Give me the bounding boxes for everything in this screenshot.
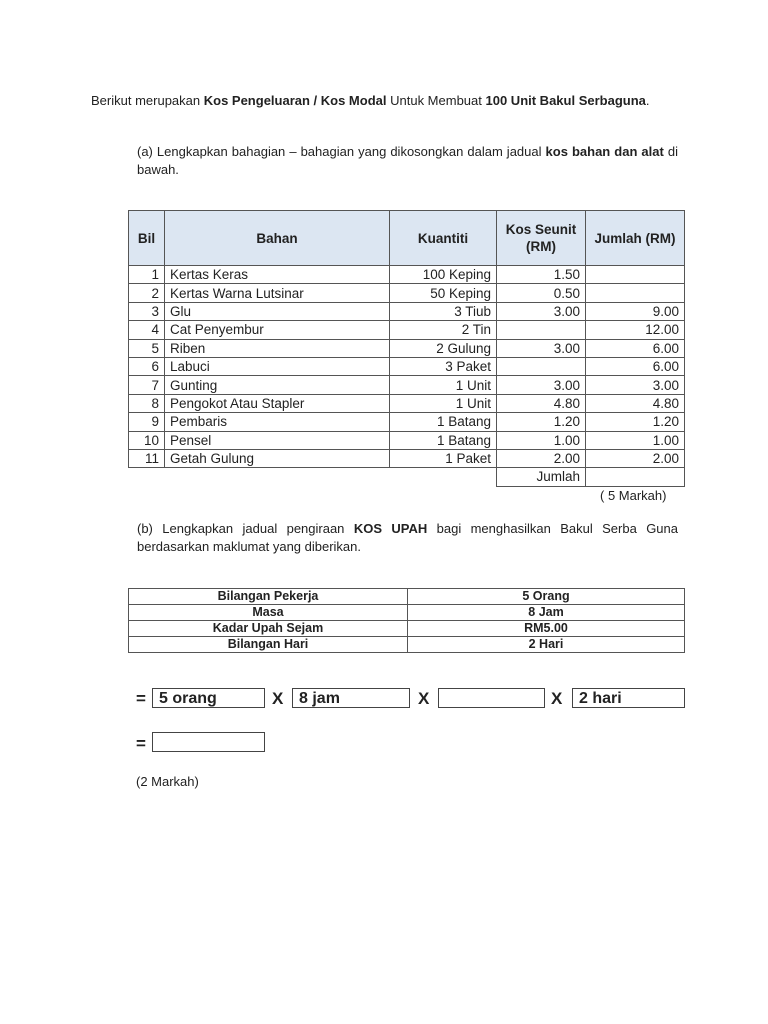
intro-paragraph: Berikut merupakan Kos Pengeluaran / Kos Modal Untuk Membuat 100 Unit Bakul Serbaguna. [91, 93, 650, 108]
row-number: 8 [129, 394, 165, 412]
unit-cost: 3.00 [497, 339, 586, 357]
table-row [129, 284, 685, 302]
material-cost-table [128, 210, 685, 487]
quantity: 1 Paket [390, 449, 497, 467]
multiply-sign: X [418, 689, 430, 708]
labour-label: Bilangan Pekerja [129, 589, 408, 605]
row-number: 4 [129, 321, 165, 339]
labour-value: 2 Hari [408, 637, 685, 653]
total-cost: 1.20 [586, 413, 685, 431]
labour-cost-table [128, 588, 685, 653]
row-number: 11 [129, 449, 165, 467]
unit-cost: 1.20 [497, 413, 586, 431]
question-a-text: (a) Lengkapkan bahagian – bahagian yang dikosongkan dalam jadual kos bahan dan alat di bawah. [137, 144, 678, 177]
labour-value: RM5.00 [408, 621, 685, 637]
table-row [129, 413, 685, 431]
material-name: Glu [165, 302, 390, 320]
material-name: Getah Gulung [165, 449, 390, 467]
row-number: 9 [129, 413, 165, 431]
result-box[interactable] [152, 732, 265, 752]
header-jumlah: Jumlah (RM) [586, 211, 685, 266]
equals-sign: = [136, 689, 146, 708]
material-name: Gunting [165, 376, 390, 394]
table-row [129, 266, 685, 284]
table-row [129, 431, 685, 449]
table-row [129, 394, 685, 412]
marks-a: ( 5 Markah) [600, 488, 667, 503]
unit-cost-field[interactable] [497, 321, 586, 339]
labour-label: Bilangan Hari [129, 637, 408, 653]
rate-box[interactable] [438, 688, 545, 708]
total-cost: 1.00 [586, 431, 685, 449]
row-number: 5 [129, 339, 165, 357]
table-header-row [129, 211, 685, 266]
total-cost: 4.80 [586, 394, 685, 412]
equals-sign: = [136, 734, 146, 753]
table-row [129, 589, 685, 605]
row-number: 7 [129, 376, 165, 394]
total-cost: 3.00 [586, 376, 685, 394]
table-row [129, 605, 685, 621]
unit-cost: 4.80 [497, 394, 586, 412]
marks-b: (2 Markah) [136, 774, 199, 789]
labour-value: 5 Orang [408, 589, 685, 605]
row-number: 10 [129, 431, 165, 449]
total-value-field[interactable] [586, 468, 685, 486]
workers-box[interactable]: 5 orang [152, 688, 265, 708]
quantity: 1 Batang [390, 413, 497, 431]
table-row [129, 637, 685, 653]
total-cost-field[interactable] [586, 266, 685, 284]
total-cost: 12.00 [586, 321, 685, 339]
total-cost: 2.00 [586, 449, 685, 467]
table-row [129, 621, 685, 637]
days-box[interactable]: 2 hari [572, 688, 685, 708]
unit-cost: 2.00 [497, 449, 586, 467]
table-row [129, 376, 685, 394]
total-row [129, 468, 685, 486]
header-bil: Bil [129, 211, 165, 266]
material-name: Cat Penyembur [165, 321, 390, 339]
table-row [129, 449, 685, 467]
total-cost: 6.00 [586, 339, 685, 357]
table-row [129, 357, 685, 375]
total-cost: 9.00 [586, 302, 685, 320]
multiply-sign: X [272, 689, 284, 708]
multiply-sign: X [551, 689, 563, 708]
quantity: 2 Gulung [390, 339, 497, 357]
labour-value: 8 Jam [408, 605, 685, 621]
row-number: 3 [129, 302, 165, 320]
unit-cost-field[interactable] [497, 357, 586, 375]
table-row [129, 321, 685, 339]
material-name: Riben [165, 339, 390, 357]
row-number: 2 [129, 284, 165, 302]
quantity: 1 Batang [390, 431, 497, 449]
total-cost-field[interactable] [586, 284, 685, 302]
quantity: 3 Tiub [390, 302, 497, 320]
table-row [129, 339, 685, 357]
material-name: Pembaris [165, 413, 390, 431]
row-number: 6 [129, 357, 165, 375]
unit-cost: 1.50 [497, 266, 586, 284]
header-kos-seunit: Kos Seunit (RM) [497, 211, 586, 266]
question-b-text: (b) Lengkapkan jadual pengiraan KOS UPAH bagi menghasilkan Bakul Serba Guna berdasarkan maklumat yang diberikan. [137, 521, 678, 554]
quantity: 1 Unit [390, 376, 497, 394]
labour-label: Kadar Upah Sejam [129, 621, 408, 637]
table-row [129, 302, 685, 320]
material-name: Pengokot Atau Stapler [165, 394, 390, 412]
header-bahan: Bahan [165, 211, 390, 266]
unit-cost: 1.00 [497, 431, 586, 449]
material-name: Pensel [165, 431, 390, 449]
quantity: 3 Paket [390, 357, 497, 375]
quantity: 50 Keping [390, 284, 497, 302]
quantity: 100 Keping [390, 266, 497, 284]
unit-cost: 3.00 [497, 302, 586, 320]
header-kuantiti: Kuantiti [390, 211, 497, 266]
material-name: Kertas Keras [165, 266, 390, 284]
total-label: Jumlah [497, 468, 586, 486]
material-name: Labuci [165, 357, 390, 375]
unit-cost: 3.00 [497, 376, 586, 394]
total-cost: 6.00 [586, 357, 685, 375]
material-name: Kertas Warna Lutsinar [165, 284, 390, 302]
quantity: 1 Unit [390, 394, 497, 412]
quantity: 2 Tin [390, 321, 497, 339]
labour-label: Masa [129, 605, 408, 621]
unit-cost: 0.50 [497, 284, 586, 302]
row-number: 1 [129, 266, 165, 284]
hours-box[interactable]: 8 jam [292, 688, 410, 708]
